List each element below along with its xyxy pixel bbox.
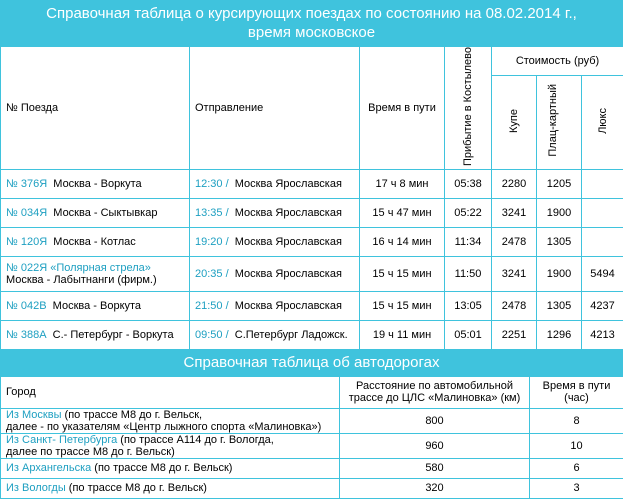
header-lux	[582, 75, 623, 169]
roads-title-banner	[0, 350, 623, 376]
price-lux	[582, 198, 623, 227]
departure-cell	[190, 169, 360, 198]
header-road-time: Время в пути (час)	[530, 376, 623, 408]
price-kupe: 2280	[492, 169, 537, 198]
train-number: № 034Я	[6, 207, 47, 219]
departure-time: 13:35 /	[195, 207, 229, 219]
price-kupe: 3241	[492, 256, 537, 291]
departure-station: Москва Ярославская	[235, 207, 342, 219]
departure-station: Москва Ярославская	[235, 300, 342, 312]
price-plats: 1296	[537, 320, 582, 349]
roads-title: Справочная таблица об автодорогах	[184, 354, 440, 371]
road-time: 3	[530, 478, 623, 498]
train-route: Москва - Сыктывкар	[53, 207, 157, 219]
train-row	[1, 320, 623, 349]
departure-time: 09:50 /	[195, 329, 229, 341]
price-kupe: 2478	[492, 227, 537, 256]
road-route-line1: (по трассе А114 до г. Вологда,	[117, 434, 274, 446]
train-number: № 376Я	[6, 178, 47, 190]
departure-cell	[190, 256, 360, 291]
departure-time: 20:35 /	[195, 268, 229, 280]
train-row	[1, 227, 623, 256]
train-number: № 388А	[6, 329, 47, 341]
trains-table	[0, 46, 623, 350]
train-route: С.- Петербург - Воркута	[53, 329, 174, 341]
road-distance: 320	[340, 478, 530, 498]
departure-time: 12:30 /	[195, 178, 229, 190]
header-city: Город	[1, 376, 340, 408]
train-number: № 022Я «Полярная стрела»	[6, 262, 189, 274]
train-row	[1, 198, 623, 227]
departure-cell	[190, 198, 360, 227]
road-route-line2: далее по трассе М8 до г. Вельск)	[6, 446, 339, 458]
header-kupe	[492, 75, 537, 169]
departure-cell	[190, 227, 360, 256]
price-plats: 1305	[537, 227, 582, 256]
travel-time: 15 ч 15 мин	[360, 256, 445, 291]
road-row	[1, 433, 623, 458]
train-cell	[1, 169, 190, 198]
header-arrival-text: Прибытие в Костылево	[462, 47, 474, 166]
travel-time: 17 ч 8 мин	[360, 169, 445, 198]
departure-cell	[190, 320, 360, 349]
road-cell	[1, 408, 340, 433]
departure-station: С.Петербург Ладожск.	[235, 329, 348, 341]
header-plats	[537, 75, 582, 169]
trains-title-line1: Справочная таблица о курсирующих поездах по состоянию на 08.02.2014 г.,	[0, 4, 623, 23]
price-kupe: 2251	[492, 320, 537, 349]
header-kupe-text: Купе	[508, 109, 520, 133]
road-from: Из Москвы	[6, 409, 61, 421]
departure-station: Москва Ярославская	[235, 236, 342, 248]
road-from: Из Вологды	[6, 482, 66, 494]
price-plats: 1900	[537, 198, 582, 227]
arrival-time: 05:38	[445, 169, 492, 198]
header-arrival	[445, 47, 492, 170]
departure-station: Москва Ярославская	[235, 268, 342, 280]
train-cell	[1, 227, 190, 256]
price-lux: 4237	[582, 291, 623, 320]
departure-station: Москва Ярославская	[235, 178, 342, 190]
train-row	[1, 256, 623, 291]
arrival-time: 11:50	[445, 256, 492, 291]
train-row	[1, 169, 623, 198]
travel-time: 15 ч 15 мин	[360, 291, 445, 320]
header-departure: Отправление	[190, 47, 360, 170]
travel-time: 15 ч 47 мин	[360, 198, 445, 227]
train-route: Москва - Лабытнанги (фирм.)	[6, 274, 189, 286]
price-kupe: 2478	[492, 291, 537, 320]
train-row	[1, 291, 623, 320]
road-row	[1, 458, 623, 478]
price-plats: 1205	[537, 169, 582, 198]
road-distance: 960	[340, 433, 530, 458]
departure-cell	[190, 291, 360, 320]
train-number: № 120Я	[6, 236, 47, 248]
road-cell	[1, 458, 340, 478]
trains-title-banner	[0, 0, 623, 46]
price-plats: 1900	[537, 256, 582, 291]
road-cell	[1, 433, 340, 458]
road-route-line1: (по трассе М8 до г. Вельск,	[61, 409, 202, 421]
road-route-line1: (по трассе М8 до г. Вельск)	[91, 462, 232, 474]
road-row	[1, 478, 623, 498]
road-row	[1, 408, 623, 433]
arrival-time: 05:22	[445, 198, 492, 227]
price-lux	[582, 227, 623, 256]
travel-time: 19 ч 11 мин	[360, 320, 445, 349]
road-time: 8	[530, 408, 623, 433]
header-cost: Стоимость (руб)	[492, 47, 623, 76]
train-number: № 042В	[6, 300, 47, 312]
road-from: Из Санкт- Петербурга	[6, 434, 117, 446]
price-lux: 4213	[582, 320, 623, 349]
train-cell	[1, 291, 190, 320]
arrival-time: 11:34	[445, 227, 492, 256]
road-distance: 580	[340, 458, 530, 478]
road-cell	[1, 478, 340, 498]
train-route: Москва - Котлас	[53, 236, 135, 248]
price-lux: 5494	[582, 256, 623, 291]
trains-title-line2: время московское	[0, 23, 623, 42]
road-route-line1: (по трассе М8 до г. Вельск)	[66, 482, 207, 494]
arrival-time: 13:05	[445, 291, 492, 320]
train-cell	[1, 256, 190, 291]
header-distance: Расстояние по автомобильной трассе до ЦЛС «Малиновка» (км)	[340, 376, 530, 408]
departure-time: 21:50 /	[195, 300, 229, 312]
roads-table	[0, 376, 623, 499]
road-from: Из Архангельска	[6, 462, 91, 474]
road-time: 6	[530, 458, 623, 478]
travel-time: 16 ч 14 мин	[360, 227, 445, 256]
train-route: Москва - Воркута	[53, 178, 141, 190]
train-cell	[1, 320, 190, 349]
arrival-time: 05:01	[445, 320, 492, 349]
header-travel-time: Время в пути	[360, 47, 445, 170]
road-route-line2: далее - по указателям «Центр лыжного спорта «Малиновка»)	[6, 421, 339, 433]
departure-time: 19:20 /	[195, 236, 229, 248]
road-time: 10	[530, 433, 623, 458]
price-plats: 1305	[537, 291, 582, 320]
road-distance: 800	[340, 408, 530, 433]
train-route: Москва - Воркута	[53, 300, 141, 312]
header-train: № Поезда	[1, 47, 190, 170]
price-lux	[582, 169, 623, 198]
train-cell	[1, 198, 190, 227]
header-plats-text: Плац-картный	[547, 84, 571, 157]
header-lux-text: Люкс	[597, 108, 609, 134]
price-kupe: 3241	[492, 198, 537, 227]
